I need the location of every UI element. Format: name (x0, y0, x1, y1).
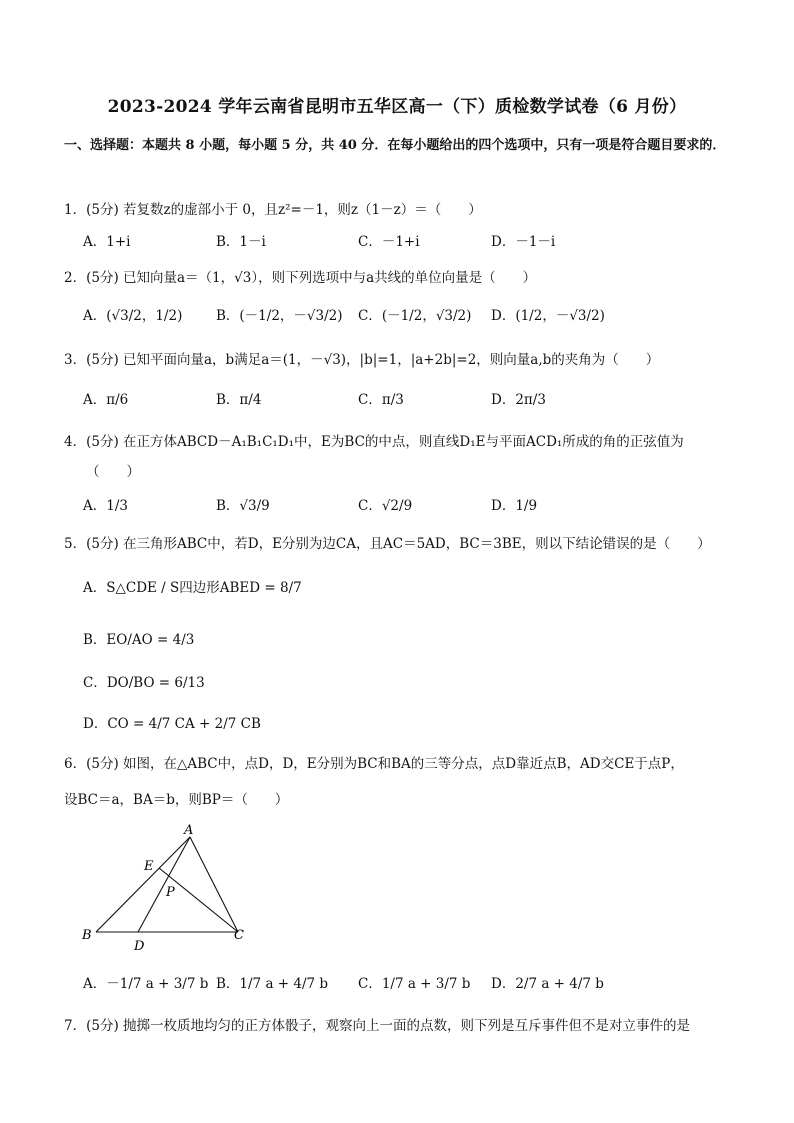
section-heading: 一、选择题：本题共 8 小题，每小题 5 分，共 40 分．在每小题给出的四个选项中，只有一项是符合题目要求的． (64, 138, 726, 153)
q2-option-a: A．(√3/2，1/2) (83, 308, 183, 324)
q3-option-c: C．π/3 (358, 392, 404, 408)
question-4-stem: 4．(5分) 在正方体ABCD－A₁B₁C₁D₁中，E为BC的中点，则直线D₁E与平面ACD₁所成的角的正弦值为 (64, 434, 684, 450)
q6-option-a: A．－1/7 a + 3/7 b (83, 976, 209, 992)
question-6-stem-2: 设BC＝a，BA＝b，则BP＝（ ） (64, 792, 289, 808)
question-7-stem: 7．(5分) 抛掷一枚质地均匀的正方体骰子，观察向上一面的点数，则下列是互斥事件但不是对立事件的是 (64, 1018, 691, 1034)
q4-option-b: B．√3/9 (216, 498, 270, 514)
q4-option-c: C．√2/9 (358, 498, 413, 514)
q5-option-c: C．DO/BO = 6/13 (83, 675, 205, 691)
q1-option-c: C．－1+i (358, 234, 420, 250)
q2-option-d: D．(1/2，－√3/2) (491, 308, 605, 324)
q5-option-b: B．EO/AO = 4/3 (83, 632, 195, 648)
q2-option-c: C．(－1/2，√3/2) (358, 308, 472, 324)
q2-option-b: B．(－1/2，－√3/2) (216, 308, 343, 324)
label-p: P (166, 885, 175, 900)
page-title: 2023-2024 学年云南省昆明市五华区高一（下）质检数学试卷（6 月份） (107, 97, 687, 117)
side-ac (190, 837, 238, 932)
label-a: A (184, 823, 194, 838)
q6-option-b: B．1/7 a + 4/7 b (216, 976, 329, 992)
q5-option-a: A．S△CDE / S四边形ABED = 8/7 (83, 580, 302, 596)
question-2-stem: 2．(5分) 已知向量a＝（1，√3），则下列选项中与a共线的单位向量是（ ） (64, 270, 537, 286)
q1-option-a: A．1+i (83, 234, 131, 250)
label-b: B (82, 928, 92, 943)
q6-option-d: D．2/7 a + 4/7 b (491, 976, 604, 992)
q3-option-b: B．π/4 (216, 392, 262, 408)
question-3-stem: 3．(5分) 已知平面向量a，b满足a＝(1，－√3)，|b|=1，|a+2b|=2，则向量a,b的夹角为（ ） (64, 352, 660, 368)
q4-option-d: D．1/9 (491, 498, 538, 514)
q6-option-c: C．1/7 a + 3/7 b (358, 976, 471, 992)
q3-option-a: A．π/6 (83, 392, 129, 408)
q5-option-d: D．CO = 4/7 CA + 2/7 CB (83, 716, 261, 732)
label-c: C (234, 928, 244, 943)
q1-option-b: B．1－i (216, 234, 266, 250)
question-1-stem: 1．(5分) 若复数z的虚部小于 0，且z²=－1，则z（1－z）＝（ ） (64, 202, 482, 218)
segment-ad (138, 837, 190, 932)
question-6-stem: 6．(5分) 如图，在△ABC中，点D，D，E分别为BC和BA的三等分点，点D靠近点B，AD交CE于点P， (64, 756, 684, 772)
label-d: D (134, 939, 145, 954)
q1-option-d: D．－1－i (491, 234, 556, 250)
label-e: E (144, 859, 154, 874)
segment-ce (159, 868, 238, 932)
q4-option-a: A．1/3 (83, 498, 128, 514)
triangle-figure (78, 820, 278, 955)
question-4-blank: （ ） (86, 464, 140, 480)
side-ab (96, 837, 190, 932)
question-5-stem: 5．(5分) 在三角形ABC中，若D，E分别为边CA，且AC＝5AD，BC＝3BE，则以下结论错误的是（ ） (64, 536, 711, 552)
q3-option-d: D．2π/3 (491, 392, 546, 408)
